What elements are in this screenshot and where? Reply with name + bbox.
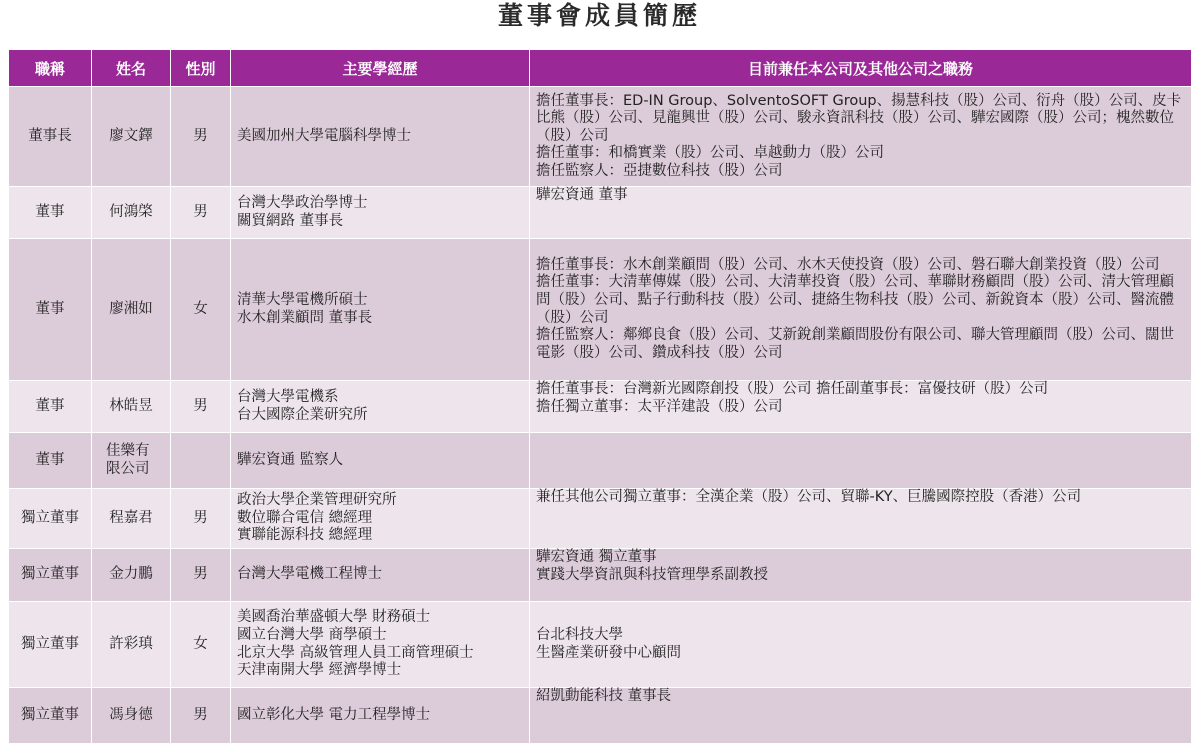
cell-name: 林皓昱 (92, 381, 171, 433)
position-line: 擔任董事：和橋實業（股）公司、卓越動力（股）公司 (536, 145, 884, 162)
experience-line: 台灣大學電機工程博士 (237, 566, 382, 583)
cell-title: 獨立董事 (9, 489, 92, 549)
position-line: 擔任監察人：亞捷數位科技（股）公司 (536, 162, 783, 179)
cell-title: 獨立董事 (9, 688, 92, 744)
table-header-row (9, 50, 1192, 87)
cell-experience (231, 239, 530, 381)
cell-experience (231, 549, 530, 602)
cell-gender: 女 (171, 239, 231, 381)
experience-line: 關貿網路 董事長 (237, 212, 344, 229)
cell-name: 許彩瑱 (92, 602, 171, 688)
cell-gender: 男 (171, 489, 231, 549)
header-title: 職稱 (9, 50, 92, 87)
table-row (9, 187, 1192, 239)
header-gender: 性別 (171, 50, 231, 87)
experience-line: 驊宏資通 監察人 (237, 451, 344, 468)
experience-line: 美國喬治華盛頓大學 財務碩士 (237, 609, 431, 626)
cell-experience (231, 433, 530, 489)
experience-line: 水木創業顧問 董事長 (237, 309, 373, 326)
position-line: 紹凱動能科技 董事長 (536, 688, 672, 704)
header-experience: 主要學經歷 (231, 50, 530, 87)
table-row (9, 239, 1192, 381)
experience-line: 北京大學 高級管理人員工商管理碩士 (237, 644, 474, 661)
cell-gender (171, 433, 231, 489)
position-line: 驊宏資通 董事 (536, 187, 628, 203)
position-line: 實踐大學資訊與科技管理學系副教授 (536, 566, 768, 583)
cell-positions (530, 381, 1192, 433)
cell-title: 董事長 (9, 87, 92, 187)
cell-name: 馮身德 (92, 688, 171, 744)
cell-positions (530, 239, 1192, 381)
cell-title: 董事 (9, 239, 92, 381)
cell-name: 程嘉君 (92, 489, 171, 549)
page-title: 董事會成員簡歷 (497, 1, 701, 30)
cell-positions (530, 187, 1192, 239)
experience-line: 美國加州大學電腦科學博士 (237, 127, 411, 144)
experience-line: 台灣大學政治學博士 (237, 194, 368, 211)
experience-line: 實聯能源科技 總經理 (237, 527, 373, 544)
position-line: 驊宏資通 獨立董事 (536, 549, 657, 565)
position-line: 兼任其他公司獨立董事：全漢企業（股）公司、貿聯-KY、巨騰國際控股（香港）公司 (536, 489, 1082, 505)
cell-gender: 男 (171, 549, 231, 602)
cell-title: 董事 (9, 381, 92, 433)
position-line: 擔任監察人：鄰鄉良食（股）公司、艾新銳創業顧問股份有限公司、聯大管理顧問（股）公司、闊世電影（股）公司、鑽成科技（股）公司 (536, 327, 1174, 361)
experience-line: 國立台灣大學 商學碩士 (237, 626, 387, 643)
experience-line: 天津南開大學 經濟學博士 (237, 662, 402, 679)
position-line: 擔任董事：大清華傳媒（股）公司、大清華投資（股）公司、華聯財務顧問（股）公司、清大管理顧問（股）公司、點子行動科技（股）公司、捷絡生物科技（股）公司、新銳資本（股）公司、醫流體（股）公司 (536, 274, 1174, 326)
table-row (9, 433, 1192, 489)
cell-name: 廖文鐸 (92, 87, 171, 187)
experience-line: 政治大學企業管理研究所 (237, 492, 397, 509)
experience-line: 清華大學電機所碩士 (237, 291, 368, 308)
cell-positions (530, 602, 1192, 688)
header-name: 姓名 (92, 50, 171, 87)
cell-positions (530, 549, 1192, 602)
position-line: 台北科技大學 (536, 626, 623, 643)
experience-line: 數位聯合電信 總經理 (237, 509, 373, 526)
cell-title: 獨立董事 (9, 549, 92, 602)
cell-experience (231, 381, 530, 433)
cell-positions (530, 489, 1192, 549)
cell-experience (231, 87, 530, 187)
cell-gender: 男 (171, 187, 231, 239)
cell-gender: 男 (171, 87, 231, 187)
position-line: 擔任董事長：水木創業顧問（股）公司、水木天使投資（股）公司、磐石聯大創業投資（股）公司 (536, 256, 1160, 273)
cell-experience (231, 688, 530, 744)
cell-title: 獨立董事 (9, 602, 92, 688)
position-line: 擔任獨立董事：太平洋建設（股）公司 (536, 398, 783, 415)
cell-experience (231, 489, 530, 549)
cell-positions (530, 688, 1192, 744)
cell-title: 董事 (9, 433, 92, 489)
cell-gender: 女 (171, 602, 231, 688)
position-line: 擔任董事長：台灣新光國際創投（股）公司 擔任副董事長：富優技研（股）公司 (536, 381, 1049, 397)
cell-title: 董事 (9, 187, 92, 239)
position-line: 擔任董事長：ED-IN Group、SolventoSOFT Group、揚慧科技（股）公司、衍舟（股）公司、皮卡比熊（股）公司、見龍興世（股）公司、駿永資訊科技（股）公司、驊宏國際（股）公司；槐然數位（股）公司 (536, 92, 1182, 144)
table-row (9, 688, 1192, 744)
cell-name: 佳樂有限公司 (92, 433, 171, 489)
table-body (9, 87, 1192, 744)
table-row (9, 87, 1192, 187)
table-row (9, 489, 1192, 549)
table-row (9, 381, 1192, 433)
cell-name: 何鴻棨 (92, 187, 171, 239)
cell-name: 金力鵬 (92, 549, 171, 602)
experience-line: 國立彰化大學 電力工程學博士 (237, 706, 431, 723)
cell-gender: 男 (171, 381, 231, 433)
table-row (9, 549, 1192, 602)
experience-line: 台灣大學電機系 (237, 388, 339, 405)
cell-positions (530, 433, 1192, 489)
cell-name: 廖湘如 (92, 239, 171, 381)
cell-positions (530, 87, 1192, 187)
position-line: 生醫產業研發中心顧問 (536, 644, 681, 661)
cell-experience (231, 602, 530, 688)
header-positions: 目前兼任本公司及其他公司之職務 (530, 50, 1192, 87)
experience-line: 台大國際企業研究所 (237, 406, 368, 423)
table-row (9, 602, 1192, 688)
cell-experience (231, 187, 530, 239)
cell-gender: 男 (171, 688, 231, 744)
board-members-table (8, 49, 1192, 744)
